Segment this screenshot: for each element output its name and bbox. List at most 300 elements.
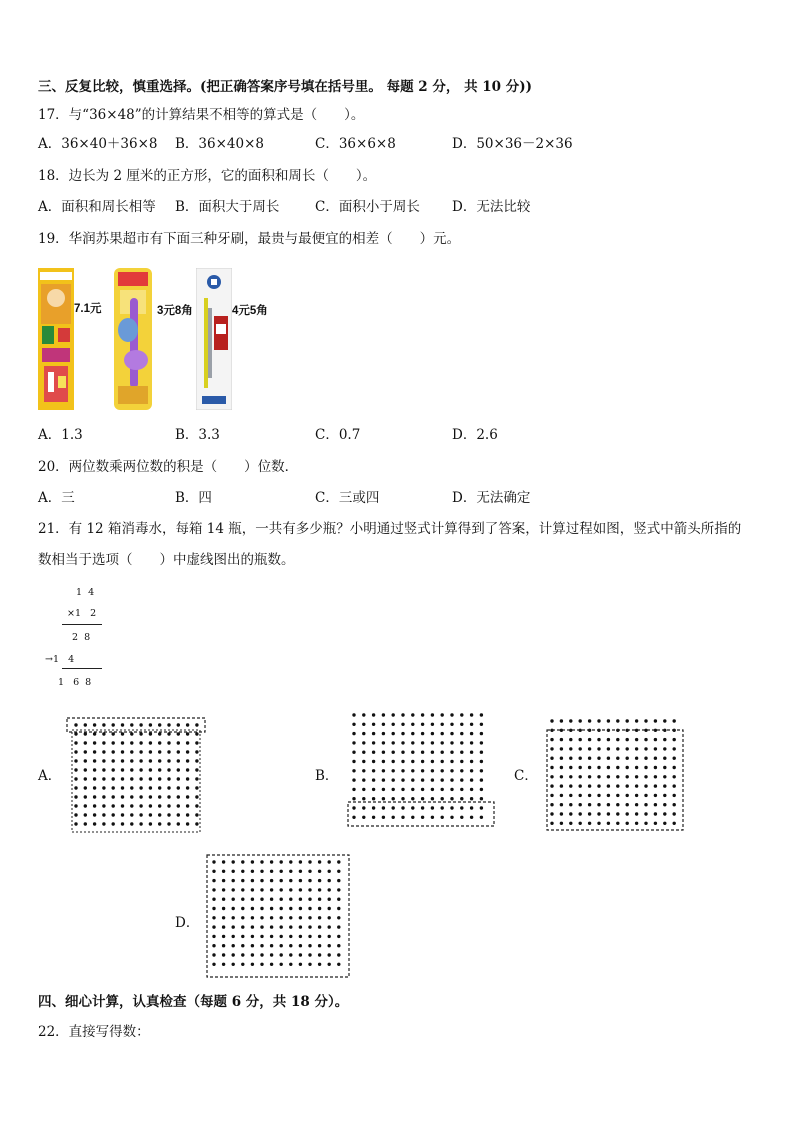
dot [212,963,215,966]
dot [337,879,340,882]
dot [560,747,563,750]
dot [93,804,96,807]
dot [130,777,133,780]
dot [186,813,189,816]
dot [289,888,292,891]
dot [318,879,321,882]
dot [579,822,582,825]
dot [130,750,133,753]
dot [431,769,434,772]
dot [280,870,283,873]
dot [626,784,629,787]
dot [130,768,133,771]
dot [626,822,629,825]
dot [460,713,463,716]
dot [270,870,273,873]
dot [112,777,115,780]
dot [167,804,170,807]
q18-option-c[interactable]: C．面积小于周长 [315,199,420,215]
dot [401,788,404,791]
option-b-dot-grid[interactable] [342,706,502,834]
dot [579,784,582,787]
dot [241,925,244,928]
dot [480,741,483,744]
dot [241,898,244,901]
dot [392,769,395,772]
dot [460,769,463,772]
dot [588,757,591,760]
dot [431,816,434,819]
dot [644,784,647,787]
dot [158,804,161,807]
dot [673,812,676,815]
dot [158,723,161,726]
dot [382,751,385,754]
dot [130,786,133,789]
dot [212,944,215,947]
dot [480,816,483,819]
dot [318,888,321,891]
dot [121,759,124,762]
dot [102,723,105,726]
dot [421,778,424,781]
dot [337,935,340,938]
dashed-outline [207,855,349,977]
dot [222,888,225,891]
dot [450,723,453,726]
dot [588,784,591,787]
q17-option-d[interactable]: D．50×36－2×36 [452,136,573,152]
q21-option-a-label[interactable]: A． [38,768,62,784]
dot [186,759,189,762]
dot [232,935,235,938]
dot [84,777,87,780]
dot [93,822,96,825]
dot [673,822,676,825]
dot [382,797,385,800]
q18-option-b[interactable]: B．面积大于周长 [175,199,280,215]
dot [673,719,676,722]
dot [579,738,582,741]
dot [74,732,77,735]
dot [270,879,273,882]
dot [626,803,629,806]
dot [588,803,591,806]
dot [84,795,87,798]
dot [392,778,395,781]
dot [318,916,321,919]
dot [93,750,96,753]
dot [635,784,638,787]
dot [588,766,591,769]
dot [569,738,572,741]
dot [372,760,375,763]
dot [177,741,180,744]
dot [460,778,463,781]
dot [616,757,619,760]
dot [569,757,572,760]
dot [607,747,610,750]
dot [280,953,283,956]
dot [597,812,600,815]
dot [241,888,244,891]
dot [588,775,591,778]
dot [421,713,424,716]
dot [232,925,235,928]
dot [167,786,170,789]
dot [644,766,647,769]
dot [626,766,629,769]
dot [654,812,657,815]
dot [270,898,273,901]
dot [362,723,365,726]
dot [299,935,302,938]
dot [139,732,142,735]
dot [431,732,434,735]
dot [441,760,444,763]
q21-option-d-label[interactable]: D． [175,915,200,931]
dot [74,795,77,798]
dot [626,812,629,815]
dot [480,732,483,735]
dot [352,741,355,744]
dot [654,803,657,806]
q20-option-b[interactable]: B．四 [175,490,212,506]
dot [460,806,463,809]
dot [289,860,292,863]
dot [635,757,638,760]
dot [212,916,215,919]
dot [362,816,365,819]
dot [260,898,263,901]
dot [635,794,638,797]
dot [411,760,414,763]
dot [308,935,311,938]
dot [289,925,292,928]
toothbrush-3-image [196,268,232,410]
dot-array [352,713,483,819]
dot [654,757,657,760]
dot [195,723,198,726]
q19-option-c[interactable]: C．0.7 [315,427,361,443]
dot [299,907,302,910]
dot [635,803,638,806]
dot [569,747,572,750]
dot [450,713,453,716]
q19-option-b[interactable]: B．3.3 [175,427,220,443]
question-20-stem: 20．两位数乘两位数的积是（ ）位数． [38,459,299,475]
dot [460,788,463,791]
dot [84,804,87,807]
dot [411,816,414,819]
dot [241,907,244,910]
dot [251,879,254,882]
dot [644,757,647,760]
dot [644,822,647,825]
dot [260,935,263,938]
dot [212,860,215,863]
dot [280,963,283,966]
dot [597,747,600,750]
dot [401,816,404,819]
dot [431,723,434,726]
dot [597,757,600,760]
dot [158,759,161,762]
dot [352,723,355,726]
dot [441,806,444,809]
toothbrush-2-price: 3元8角 [157,305,193,317]
dot [149,768,152,771]
dot [644,775,647,778]
dot [241,879,244,882]
dot [450,751,453,754]
dot [251,888,254,891]
dot [158,813,161,816]
dot [186,768,189,771]
dot [588,738,591,741]
dot [569,719,572,722]
q20-option-a[interactable]: A．三 [38,490,75,506]
dashed-outline [547,730,683,830]
dot [362,713,365,716]
dot [441,788,444,791]
dot [177,732,180,735]
dot [421,760,424,763]
dot [597,738,600,741]
dot [232,870,235,873]
dot [289,879,292,882]
dot [569,822,572,825]
section-4-title: 四、细心计算，认真检查（每题 6 分，共 18 分）。 [38,994,349,1010]
dot [328,935,331,938]
q21-option-c-label[interactable]: C． [514,768,538,784]
dot [195,750,198,753]
dot [337,860,340,863]
question-21-stem-line2: 数相当于选项（ ）中虚线图出的瓶数。 [38,552,295,568]
dot [328,916,331,919]
dot [158,822,161,825]
dot [588,794,591,797]
dot [260,953,263,956]
option-c-dot-grid[interactable] [542,712,688,834]
dot [337,953,340,956]
dot [328,907,331,910]
dot [401,797,404,800]
dot [158,777,161,780]
dot [352,713,355,716]
dot [232,898,235,901]
dot [158,795,161,798]
option-d-dot-grid[interactable] [204,852,354,980]
dot [241,870,244,873]
dot [392,732,395,735]
dot [352,769,355,772]
section-3-title: 三、反复比较，慎重选择。(把正确答案序号填在括号里。 每题 2 分， 共 10 分)) [38,79,533,95]
dot [222,860,225,863]
dot [421,751,424,754]
option-a-dot-grid[interactable] [62,712,212,836]
dot [421,769,424,772]
dot [130,732,133,735]
dot [270,925,273,928]
dot [470,816,473,819]
dot [149,732,152,735]
dot [241,935,244,938]
dot [401,778,404,781]
dot [616,738,619,741]
dot [149,795,152,798]
dot [635,747,638,750]
dot [470,723,473,726]
dot [289,907,292,910]
dot [121,795,124,798]
dot [112,822,115,825]
dot [112,750,115,753]
dot [177,804,180,807]
dot [222,935,225,938]
dot [121,723,124,726]
dot [450,778,453,781]
dot [663,738,666,741]
dot [195,786,198,789]
dot [411,751,414,754]
dot [102,786,105,789]
q19-option-a[interactable]: A．1.3 [38,427,83,443]
dot [260,907,263,910]
dot [550,757,553,760]
dot [167,759,170,762]
dot [382,741,385,744]
dot [167,795,170,798]
dot [121,768,124,771]
dot [232,963,235,966]
dot [460,723,463,726]
dot [431,788,434,791]
dot [167,732,170,735]
dot [411,741,414,744]
dot [663,719,666,722]
dot [460,732,463,735]
dot [212,907,215,910]
dot [579,747,582,750]
q20-option-c[interactable]: C．三或四 [315,490,380,506]
question-22-stem: 22．直接写得数： [38,1024,150,1040]
dot [222,907,225,910]
dot [337,907,340,910]
dot [460,751,463,754]
dot [607,794,610,797]
dot [186,795,189,798]
dot [121,732,124,735]
dot [84,822,87,825]
dot [663,775,666,778]
dot [251,944,254,947]
dot [441,741,444,744]
dot [607,812,610,815]
dot [241,963,244,966]
dot [441,769,444,772]
dot [431,751,434,754]
dot [382,778,385,781]
dot [597,794,600,797]
dot [673,775,676,778]
dot [308,953,311,956]
q19-option-d[interactable]: D．2.6 [452,427,498,443]
dot [644,812,647,815]
dot [626,719,629,722]
dot [626,794,629,797]
dot [270,907,273,910]
dot [480,723,483,726]
q20-option-d[interactable]: D．无法确定 [452,490,531,506]
dot [362,769,365,772]
dot [212,935,215,938]
dot [112,759,115,762]
calc-row-2: ×1 2 [67,608,97,619]
dot [260,925,263,928]
dot [121,813,124,816]
dot [654,738,657,741]
dot [450,732,453,735]
dot [352,816,355,819]
dot [212,888,215,891]
dot [588,719,591,722]
dot [450,760,453,763]
dot [597,766,600,769]
dot [616,775,619,778]
dot [195,759,198,762]
q21-option-b-label[interactable]: B． [315,768,339,784]
dot [130,813,133,816]
dot [260,879,263,882]
question-17-stem: 17．与“36×48”的计算结果不相等的算式是（ ）。 [38,107,365,123]
dot [280,860,283,863]
dot [372,769,375,772]
dot [616,784,619,787]
dot [308,916,311,919]
dot [299,916,302,919]
dot [663,803,666,806]
dot [149,741,152,744]
dot [663,784,666,787]
calc-line-2 [62,668,102,669]
dot [673,757,676,760]
dot [362,797,365,800]
q18-option-a[interactable]: A．面积和周长相等 [38,199,156,215]
dot [362,806,365,809]
dot [318,935,321,938]
dot [112,813,115,816]
dot [337,925,340,928]
dot [308,898,311,901]
q17-option-b[interactable]: B．36×40×8 [175,136,264,152]
dot [673,794,676,797]
dot [222,916,225,919]
toothbrush-1-price: 7.1元 [74,303,102,315]
q17-option-c[interactable]: C．36×6×8 [315,136,396,152]
q17-option-a[interactable]: A．36×40＋36×8 [38,136,158,152]
dot [337,870,340,873]
dot [149,804,152,807]
dot [421,723,424,726]
dot [569,812,572,815]
dot [177,777,180,780]
q18-option-d[interactable]: D．无法比较 [452,199,531,215]
dot [177,822,180,825]
dot [222,879,225,882]
dot [411,797,414,800]
dot [616,803,619,806]
